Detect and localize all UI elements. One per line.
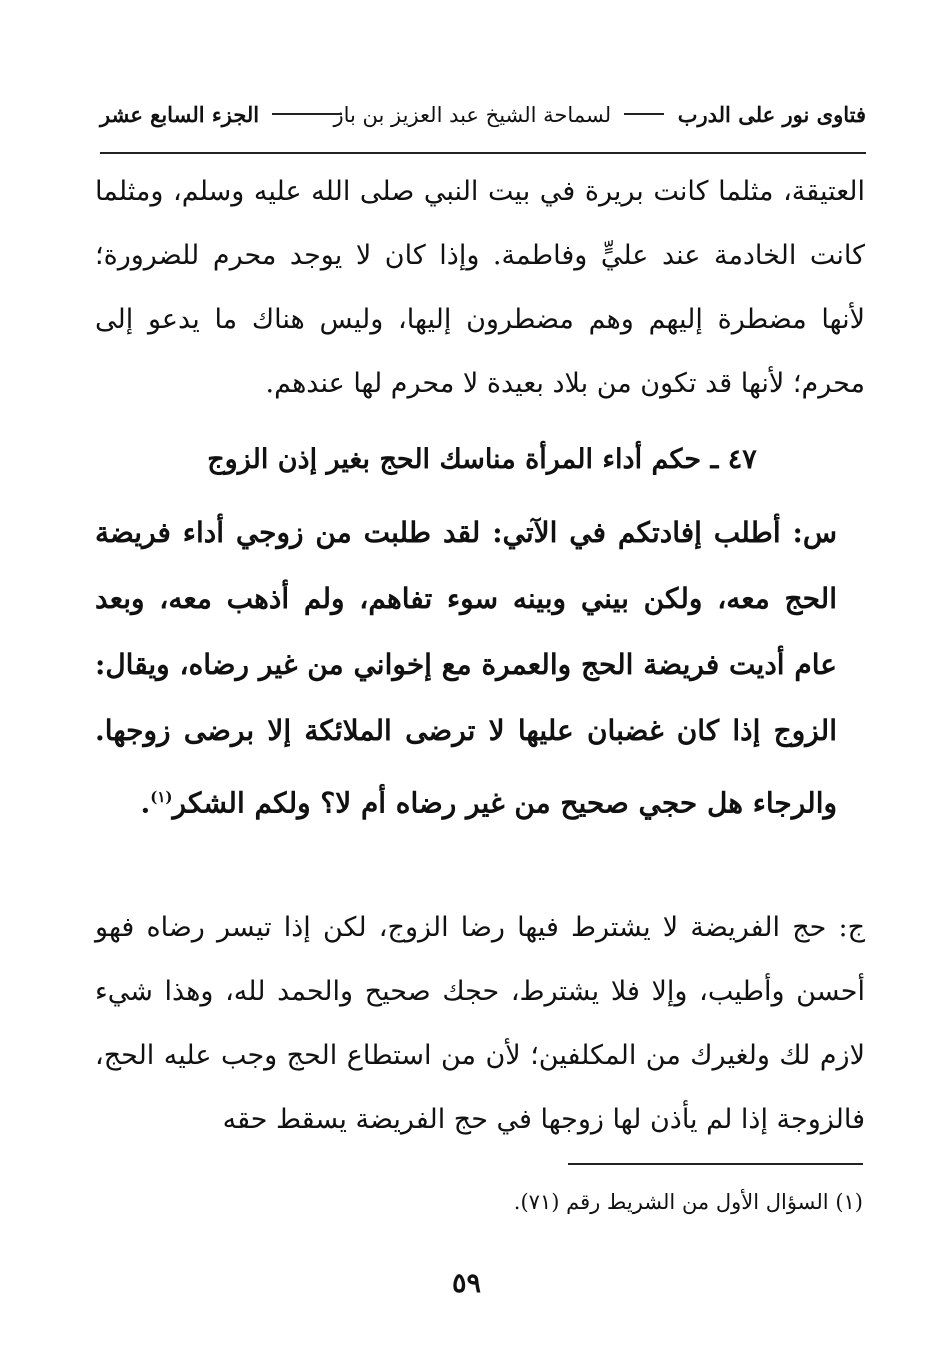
- header-volume-block: [100, 102, 348, 127]
- answer-paragraph: ج: حج الفريضة لا يشترط فيها رضا الزوج، لكن إذا تيسر رضاه فهو أحسن وأطيب، وإلا فلا يشترط، حجك صحيح والحمد لله، وهذا شيء لازم لك ولغيرك من المكلفين؛ لأن من استطاع الحج وجب عليه الحج، فالزوجة إذا لم يأذن لها زوجها في حج الفريضة يسقط حقه: [95, 912, 865, 1135]
- footnote: (١) السؤال الأول من الشريط رقم (٧١).: [513, 1190, 863, 1214]
- header-book-title: فتاوى نور على الدرب: [677, 102, 866, 127]
- question-end: .: [140, 786, 151, 820]
- header-author: لسماحة الشيخ عبد العزيز بن باز: [333, 103, 612, 127]
- paragraph-continued: العتيقة، مثلما كانت بريرة في بيت النبي صلى الله عليه وسلم، ومثلما كانت الخادمة عند عليٍّ وفاطمة. وإذا كان لا يوجد محرم للضرورة؛ لأنها مضطرة إليهم وهم مضطرون إليها، وليس هناك ما يدعو إلى محرم؛ لأنها قد تكون من بلاد بعيدة لا محرم لها عندهم.: [95, 176, 865, 399]
- page-number: ٥٩: [451, 1268, 481, 1299]
- footnote-divider: [568, 1163, 863, 1165]
- section-title: ٤٧ ـ حكم أداء المرأة مناسك الحج بغير إذن الزوج: [207, 444, 757, 475]
- question-text: س: أطلب إفادتكم في الآتي: لقد طلبت من زوجي أداء فريضة الحج معه، ولكن بيني وبينه سوء تفاهم، ولم أذهب معه، وبعد عام أديت فريضة الحج والعمرة مع إخواني من غير رضاه، ويقال: الزوج إذا كان غضبان عليها لا ترضى الملائكة إلا برضى زوجها. والرجاء هل حجي صحيح من غير رضاه أم لا؟ ولكم الشكر: [95, 516, 837, 820]
- question-paragraph: [95, 500, 837, 836]
- header-volume: الجزء السابع عشر: [100, 102, 260, 127]
- header-volume-dash: [272, 113, 342, 115]
- running-header: [100, 92, 866, 154]
- header-book-author: [333, 102, 866, 127]
- header-dash: [624, 113, 664, 115]
- footnote-reference: (١): [150, 788, 173, 806]
